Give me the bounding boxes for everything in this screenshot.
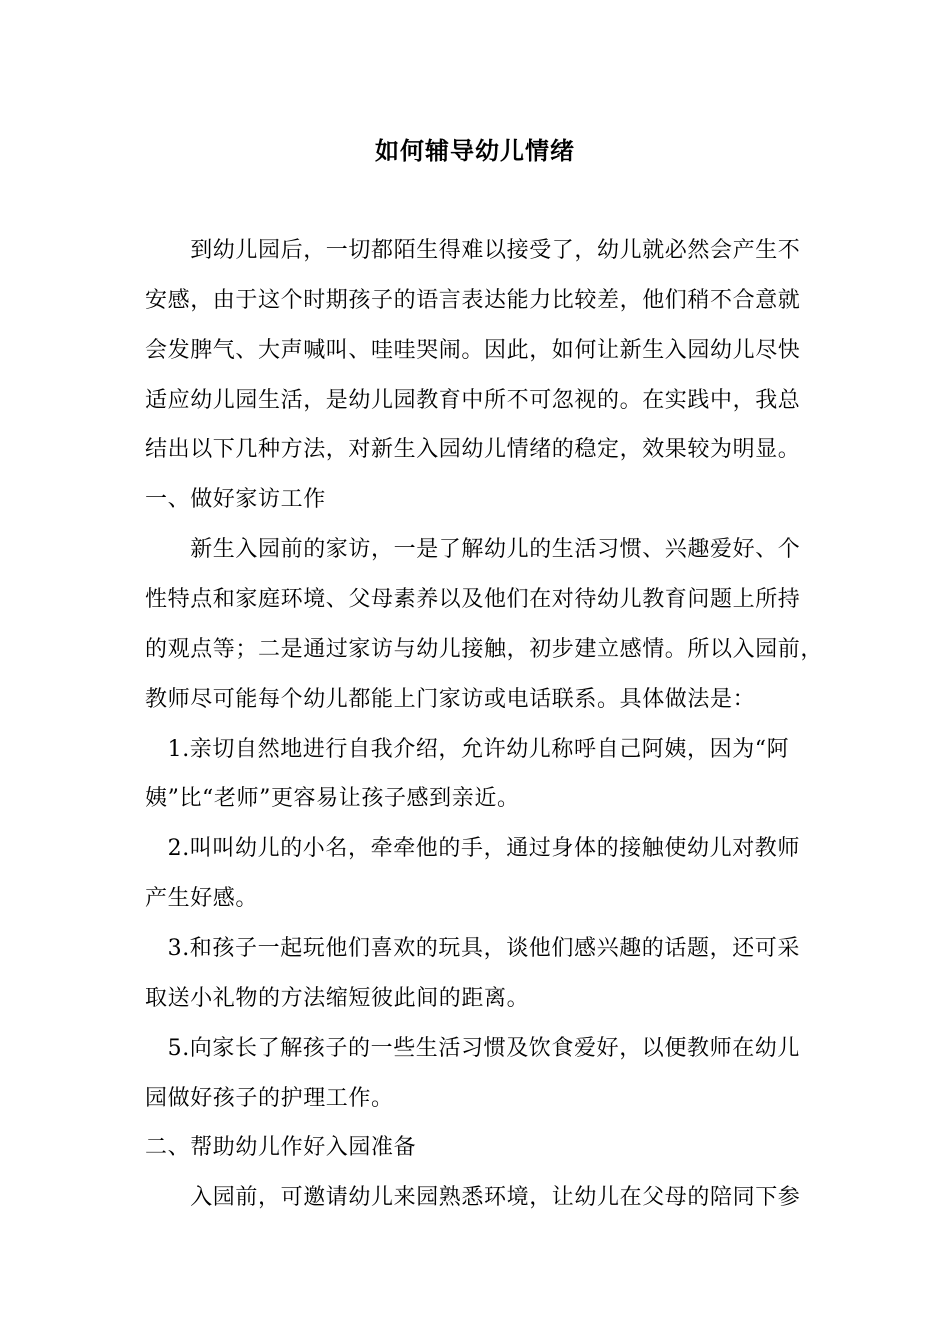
text-line: 姨”比“老师”更容易让孩子感到亲近。: [145, 786, 520, 811]
list-item: 1.亲切自然地进行自我介绍，允许幼儿称呼自己阿姨，因为“阿: [145, 737, 790, 762]
text-line: 产生好感。: [145, 886, 259, 911]
section-heading: 二、帮助幼儿作好入园准备: [145, 1135, 417, 1160]
text-line: 结出以下几种方法，对新生入园幼儿情绪的稳定，效果较为明显。: [145, 437, 801, 462]
text-line: 性特点和家庭环境、父母素养以及他们在对待幼儿教育问题上所持: [145, 587, 801, 612]
text-line: 新生入园前的家访，一是了解幼儿的生活习惯、兴趣爱好、个: [145, 537, 801, 562]
text-line: 适应幼儿园生活，是幼儿园教育中所不可忽视的。在实践中，我总: [145, 388, 801, 413]
text-line: 的观点等；二是通过家访与幼儿接触，初步建立感情。所以入园前，: [145, 637, 824, 662]
text-line: 入园前，可邀请幼儿来园熟悉环境，让幼儿在父母的陪同下参: [145, 1185, 801, 1210]
text-line: 园做好孩子的护理工作。: [145, 1086, 394, 1111]
document-title: 如何辅导幼儿情绪: [375, 137, 575, 165]
list-item: 2.叫叫幼儿的小名，牵牵他的手，通过身体的接触使幼儿对教师: [145, 836, 800, 861]
text-line: 安感，由于这个时期孩子的语言表达能力比较差，他们稍不合意就: [145, 288, 801, 313]
text-line: 教师尽可能每个幼儿都能上门家访或电话联系。具体做法是：: [145, 687, 756, 712]
list-item: 3.和孩子一起玩他们喜欢的玩具，谈他们感兴趣的话题，还可采: [145, 936, 800, 961]
section-heading: 一、做好家访工作: [145, 487, 326, 512]
text-line: 取送小礼物的方法缩短彼此间的距离。: [145, 986, 530, 1011]
text-line: 到幼儿园后，一切都陌生得难以接受了，幼儿就必然会产生不: [145, 238, 801, 263]
list-item: 5.向家长了解孩子的一些生活习惯及饮食爱好，以便教师在幼儿: [145, 1036, 800, 1061]
text-line: 会发脾气、大声喊叫、哇哇哭闹。因此，如何让新生入园幼儿尽快: [145, 338, 801, 363]
